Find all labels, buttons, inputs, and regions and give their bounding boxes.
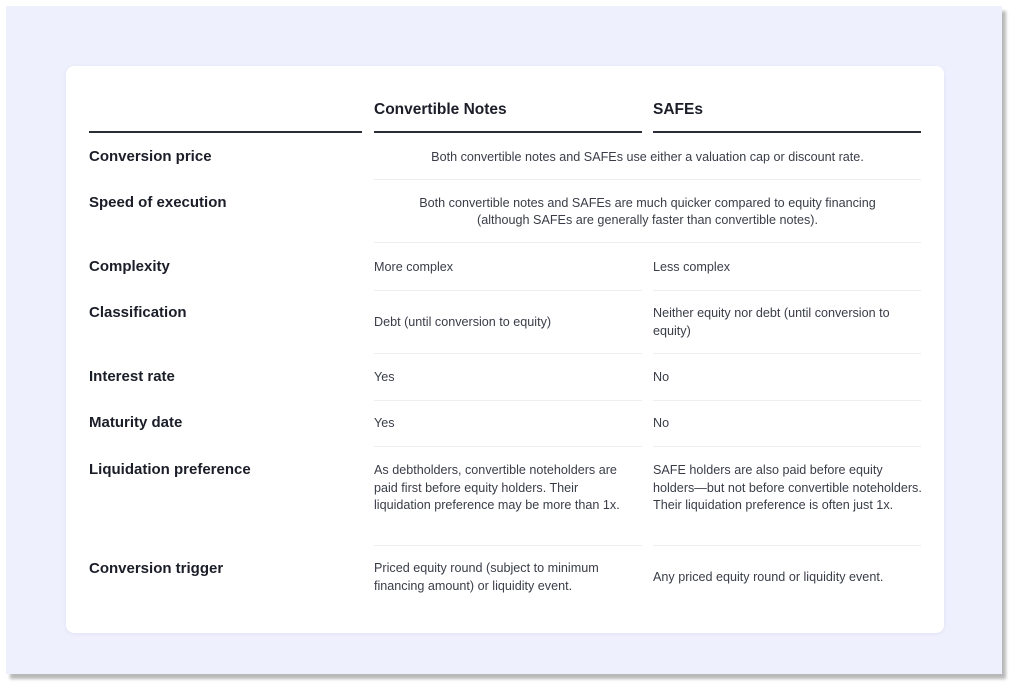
page-frame (6, 6, 1002, 674)
cell-liquidation-preference-safes: SAFE holders are also paid before equity holders—but not before convertible noteholders. Their liquidation preference is often just 1x. (653, 463, 922, 512)
row-divider (374, 446, 642, 447)
cell-conversion-price-shared: Both convertible notes and SAFEs use either a valuation cap or discount rate. (431, 150, 864, 164)
row-divider (374, 290, 642, 291)
row-label-classification: Classification (89, 304, 187, 321)
row-divider (374, 545, 642, 546)
cell-classification-notes: Debt (until conversion to equity) (374, 315, 552, 329)
row-label-complexity: Complexity (89, 258, 170, 275)
row-label-conversion-price: Conversion price (89, 148, 212, 165)
cell-speed-shared-line1: Both convertible notes and SAFEs are much quicker compared to equity financing (419, 196, 876, 210)
cell-conversion-trigger-notes: Priced equity round (subject to minimum financing amount) or liquidity event. (374, 561, 599, 593)
row-divider (653, 353, 921, 354)
cell-complexity-notes: More complex (374, 260, 454, 274)
row-divider (374, 400, 642, 401)
row-divider (653, 290, 921, 291)
column-header-safes: SAFEs (653, 101, 703, 118)
row-divider (653, 400, 921, 401)
comparison-table (66, 66, 944, 633)
cell-speed-shared-line2: (although SAFEs are generally faster than convertible notes). (477, 213, 818, 227)
header-rule-notes (374, 131, 642, 133)
header-rule-safes (653, 131, 921, 133)
row-divider (374, 242, 921, 243)
row-label-conversion-trigger: Conversion trigger (89, 560, 224, 577)
cell-maturity-date-safes: No (653, 416, 670, 430)
column-header-convertible-notes: Convertible Notes (374, 101, 507, 118)
cell-classification-safes: Neither equity nor debt (until conversion to equity) (653, 306, 890, 338)
row-label-maturity-date: Maturity date (89, 414, 183, 431)
row-label-speed-of-execution: Speed of execution (89, 194, 227, 211)
cell-liquidation-preference-notes: As debtholders, convertible noteholders are paid first before equity holders. Their liquidation preference may be more than 1x. (374, 463, 620, 512)
cell-interest-rate-safes: No (653, 370, 670, 384)
row-divider (374, 179, 921, 180)
cell-maturity-date-notes: Yes (374, 416, 395, 430)
row-divider (653, 446, 921, 447)
row-label-interest-rate: Interest rate (89, 368, 175, 385)
row-label-liquidation-preference: Liquidation preference (89, 461, 251, 478)
cell-interest-rate-notes: Yes (374, 370, 395, 384)
cell-conversion-trigger-safes: Any priced equity round or liquidity event. (653, 570, 884, 584)
header-rule-label (89, 131, 362, 133)
cell-complexity-safes: Less complex (653, 260, 730, 274)
row-divider (374, 353, 642, 354)
row-divider (653, 545, 921, 546)
